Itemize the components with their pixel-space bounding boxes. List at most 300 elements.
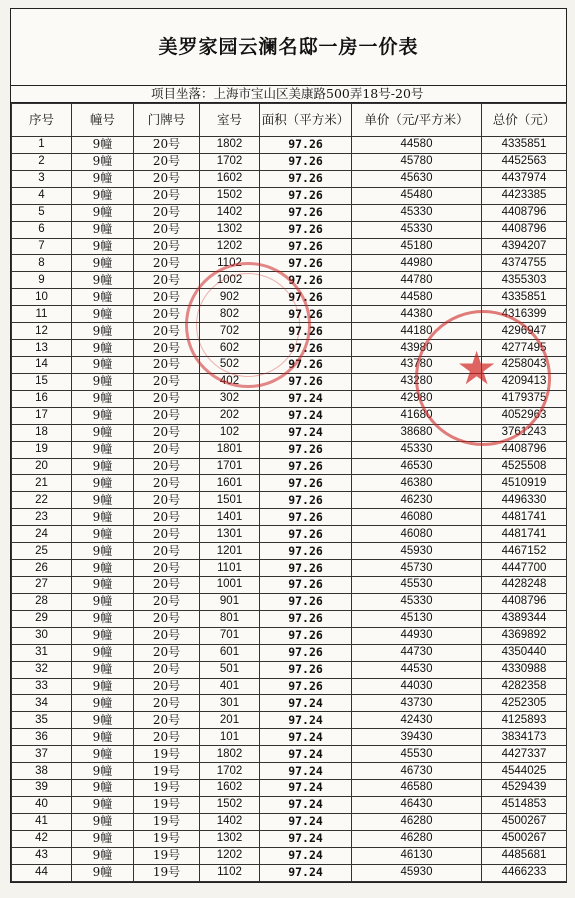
cell-building: 9幢 [72,458,134,475]
cell-building: 9幢 [72,255,134,272]
cell-building: 9幢 [72,593,134,610]
table-row [12,627,567,644]
table-row [12,492,567,509]
cell-unit-price: 43280 [352,373,482,390]
table-row [12,847,567,864]
cell-building: 9幢 [72,763,134,780]
cell-building: 9幢 [72,492,134,509]
cell-area: 97.26 [260,661,352,678]
cell-total-price: 4481741 [482,526,567,543]
cell-door-number: 20号 [134,543,200,560]
cell-seq: 5 [12,204,72,221]
cell-room: 1302 [200,830,260,847]
cell-area: 97.26 [260,678,352,695]
cell-total-price: 3834173 [482,729,567,746]
cell-total-price: 4277495 [482,340,567,357]
cell-door-number: 19号 [134,796,200,813]
cell-seq: 37 [12,746,72,763]
table-row [12,204,567,221]
table-row [12,441,567,458]
cell-seq: 35 [12,712,72,729]
table-row [12,644,567,661]
table-row [12,610,567,627]
cell-area: 97.24 [260,746,352,763]
cell-unit-price: 44580 [352,137,482,154]
cell-building: 9幢 [72,441,134,458]
cell-room: 1502 [200,187,260,204]
cell-door-number: 20号 [134,695,200,712]
cell-unit-price: 46530 [352,458,482,475]
table-row [12,255,567,272]
cell-building: 9幢 [72,204,134,221]
cell-area: 97.26 [260,323,352,340]
cell-total-price: 4427337 [482,746,567,763]
cell-unit-price: 42980 [352,390,482,407]
cell-room: 1602 [200,170,260,187]
cell-area: 97.26 [260,153,352,170]
cell-total-price: 4481741 [482,509,567,526]
cell-unit-price: 43780 [352,356,482,373]
cell-room: 1802 [200,137,260,154]
cell-total-price: 4437974 [482,170,567,187]
cell-seq: 26 [12,560,72,577]
cell-unit-price: 45330 [352,221,482,238]
cell-area: 97.24 [260,864,352,881]
header-door-number: 门牌号 [134,104,200,137]
cell-building: 9幢 [72,526,134,543]
table-row [12,306,567,323]
cell-area: 97.26 [260,272,352,289]
cell-room: 1601 [200,475,260,492]
table-row [12,475,567,492]
cell-total-price: 4500267 [482,830,567,847]
table-row [12,864,567,881]
cell-building: 9幢 [72,272,134,289]
cell-seq: 3 [12,170,72,187]
cell-building: 9幢 [72,356,134,373]
cell-door-number: 19号 [134,864,200,881]
cell-unit-price: 44980 [352,255,482,272]
cell-door-number: 20号 [134,627,200,644]
cell-total-price: 3761243 [482,424,567,441]
cell-unit-price: 45530 [352,576,482,593]
cell-unit-price: 44780 [352,272,482,289]
cell-seq: 31 [12,644,72,661]
table-row [12,560,567,577]
cell-building: 9幢 [72,187,134,204]
cell-door-number: 20号 [134,509,200,526]
cell-room: 1702 [200,153,260,170]
cell-unit-price: 44180 [352,323,482,340]
table-row [12,543,567,560]
cell-door-number: 20号 [134,204,200,221]
cell-door-number: 20号 [134,526,200,543]
cell-seq: 43 [12,847,72,864]
table-row [12,289,567,306]
price-table [11,103,567,882]
cell-unit-price: 45180 [352,238,482,255]
cell-door-number: 20号 [134,576,200,593]
cell-door-number: 20号 [134,153,200,170]
cell-building: 9幢 [72,796,134,813]
cell-room: 802 [200,306,260,323]
cell-total-price: 4179375 [482,390,567,407]
table-row [12,221,567,238]
cell-total-price: 4394207 [482,238,567,255]
table-row [12,712,567,729]
cell-door-number: 20号 [134,593,200,610]
document-title: 美罗家园云澜名邸一房一价表 [11,9,566,86]
cell-room: 1002 [200,272,260,289]
cell-room: 1702 [200,763,260,780]
cell-building: 9幢 [72,847,134,864]
cell-area: 97.26 [260,560,352,577]
cell-door-number: 20号 [134,407,200,424]
cell-door-number: 20号 [134,560,200,577]
header-unit-price: 单价（元/平方米） [352,104,482,137]
cell-total-price: 4452563 [482,153,567,170]
cell-seq: 18 [12,424,72,441]
cell-building: 9幢 [72,813,134,830]
cell-unit-price: 45330 [352,204,482,221]
cell-building: 9幢 [72,644,134,661]
cell-room: 1501 [200,492,260,509]
table-row [12,373,567,390]
cell-door-number: 20号 [134,373,200,390]
cell-room: 502 [200,356,260,373]
cell-unit-price: 44580 [352,289,482,306]
cell-room: 701 [200,627,260,644]
cell-total-price: 4369892 [482,627,567,644]
cell-door-number: 20号 [134,644,200,661]
cell-total-price: 4052963 [482,407,567,424]
cell-total-price: 4330988 [482,661,567,678]
cell-area: 97.26 [260,356,352,373]
cell-unit-price: 45130 [352,610,482,627]
cell-unit-price: 46430 [352,796,482,813]
cell-total-price: 4355303 [482,272,567,289]
cell-unit-price: 44530 [352,661,482,678]
cell-area: 97.26 [260,593,352,610]
cell-seq: 38 [12,763,72,780]
cell-seq: 16 [12,390,72,407]
cell-unit-price: 42430 [352,712,482,729]
table-row [12,746,567,763]
cell-building: 9幢 [72,289,134,306]
cell-area: 97.26 [260,204,352,221]
cell-seq: 27 [12,576,72,593]
cell-area: 97.26 [260,509,352,526]
header-room: 室号 [200,104,260,137]
cell-door-number: 20号 [134,492,200,509]
cell-unit-price: 46280 [352,813,482,830]
cell-room: 1701 [200,458,260,475]
cell-area: 97.24 [260,763,352,780]
cell-room: 1102 [200,864,260,881]
table-row [12,796,567,813]
cell-building: 9幢 [72,390,134,407]
cell-seq: 39 [12,780,72,797]
cell-door-number: 19号 [134,746,200,763]
cell-room: 1602 [200,780,260,797]
cell-room: 1802 [200,746,260,763]
cell-area: 97.26 [260,340,352,357]
cell-building: 9幢 [72,695,134,712]
table-row [12,390,567,407]
cell-door-number: 20号 [134,390,200,407]
cell-room: 1202 [200,238,260,255]
cell-door-number: 19号 [134,847,200,864]
cell-building: 9幢 [72,373,134,390]
cell-unit-price: 45930 [352,543,482,560]
cell-unit-price: 44730 [352,644,482,661]
table-row [12,593,567,610]
cell-area: 97.26 [260,373,352,390]
cell-door-number: 20号 [134,238,200,255]
cell-unit-price: 46080 [352,509,482,526]
price-list-document [10,8,567,883]
cell-room: 801 [200,610,260,627]
table-row [12,509,567,526]
cell-room: 702 [200,323,260,340]
cell-seq: 1 [12,137,72,154]
cell-seq: 20 [12,458,72,475]
cell-seq: 23 [12,509,72,526]
cell-room: 602 [200,340,260,357]
cell-total-price: 4500267 [482,813,567,830]
cell-total-price: 4389344 [482,610,567,627]
cell-room: 401 [200,678,260,695]
table-row [12,153,567,170]
table-header-row [12,104,567,137]
cell-total-price: 4514853 [482,796,567,813]
cell-seq: 32 [12,661,72,678]
cell-area: 97.26 [260,170,352,187]
cell-door-number: 20号 [134,424,200,441]
header-seq: 序号 [12,104,72,137]
cell-area: 97.26 [260,289,352,306]
cell-unit-price: 43980 [352,340,482,357]
cell-room: 1401 [200,509,260,526]
cell-total-price: 4350440 [482,644,567,661]
cell-total-price: 4252305 [482,695,567,712]
cell-total-price: 4544025 [482,763,567,780]
cell-building: 9幢 [72,746,134,763]
cell-unit-price: 45930 [352,864,482,881]
cell-unit-price: 44380 [352,306,482,323]
cell-seq: 42 [12,830,72,847]
cell-unit-price: 46280 [352,830,482,847]
cell-room: 601 [200,644,260,661]
cell-seq: 4 [12,187,72,204]
cell-area: 97.24 [260,847,352,864]
table-row [12,830,567,847]
cell-room: 102 [200,424,260,441]
cell-door-number: 20号 [134,221,200,238]
cell-seq: 30 [12,627,72,644]
cell-seq: 36 [12,729,72,746]
cell-area: 97.26 [260,441,352,458]
table-row [12,187,567,204]
cell-area: 97.24 [260,390,352,407]
cell-building: 9幢 [72,170,134,187]
cell-unit-price: 46730 [352,763,482,780]
cell-seq: 25 [12,543,72,560]
cell-seq: 40 [12,796,72,813]
cell-area: 97.26 [260,306,352,323]
table-row [12,323,567,340]
cell-area: 97.26 [260,137,352,154]
cell-room: 901 [200,593,260,610]
cell-building: 9幢 [72,627,134,644]
cell-building: 9幢 [72,238,134,255]
cell-area: 97.24 [260,695,352,712]
cell-total-price: 4316399 [482,306,567,323]
cell-total-price: 4258043 [482,356,567,373]
cell-unit-price: 44930 [352,627,482,644]
table-row [12,356,567,373]
cell-unit-price: 45630 [352,170,482,187]
cell-room: 501 [200,661,260,678]
cell-door-number: 19号 [134,763,200,780]
cell-room: 302 [200,390,260,407]
cell-building: 9幢 [72,780,134,797]
cell-area: 97.24 [260,712,352,729]
cell-door-number: 20号 [134,187,200,204]
cell-unit-price: 46230 [352,492,482,509]
cell-area: 97.26 [260,610,352,627]
table-row [12,458,567,475]
cell-building: 9幢 [72,830,134,847]
table-row [12,576,567,593]
cell-door-number: 19号 [134,830,200,847]
cell-building: 9幢 [72,729,134,746]
cell-room: 1102 [200,255,260,272]
table-row [12,678,567,695]
cell-area: 97.26 [260,627,352,644]
cell-door-number: 20号 [134,661,200,678]
cell-total-price: 4209413 [482,373,567,390]
cell-building: 9幢 [72,475,134,492]
table-row [12,407,567,424]
cell-area: 97.26 [260,543,352,560]
cell-building: 9幢 [72,509,134,526]
cell-door-number: 20号 [134,441,200,458]
cell-area: 97.26 [260,644,352,661]
cell-room: 202 [200,407,260,424]
cell-area: 97.24 [260,424,352,441]
cell-area: 97.26 [260,255,352,272]
cell-total-price: 4296947 [482,323,567,340]
cell-total-price: 4510919 [482,475,567,492]
cell-door-number: 20号 [134,458,200,475]
cell-unit-price: 45780 [352,153,482,170]
cell-total-price: 4125893 [482,712,567,729]
cell-building: 9幢 [72,340,134,357]
cell-seq: 44 [12,864,72,881]
cell-total-price: 4496330 [482,492,567,509]
cell-seq: 8 [12,255,72,272]
cell-room: 1202 [200,847,260,864]
table-row [12,238,567,255]
cell-room: 1402 [200,204,260,221]
cell-building: 9幢 [72,678,134,695]
cell-unit-price: 46080 [352,526,482,543]
cell-total-price: 4529439 [482,780,567,797]
cell-total-price: 4485681 [482,847,567,864]
cell-room: 1201 [200,543,260,560]
cell-total-price: 4408796 [482,441,567,458]
cell-seq: 10 [12,289,72,306]
cell-door-number: 20号 [134,610,200,627]
header-building: 幢号 [72,104,134,137]
cell-area: 97.26 [260,576,352,593]
cell-area: 97.26 [260,187,352,204]
table-row [12,813,567,830]
table-row [12,424,567,441]
cell-room: 902 [200,289,260,306]
cell-door-number: 20号 [134,272,200,289]
cell-building: 9幢 [72,712,134,729]
cell-seq: 12 [12,323,72,340]
cell-building: 9幢 [72,576,134,593]
cell-area: 97.26 [260,458,352,475]
cell-unit-price: 44030 [352,678,482,695]
cell-building: 9幢 [72,407,134,424]
cell-door-number: 20号 [134,729,200,746]
cell-seq: 15 [12,373,72,390]
cell-room: 1502 [200,796,260,813]
cell-seq: 34 [12,695,72,712]
cell-door-number: 20号 [134,255,200,272]
table-row [12,526,567,543]
cell-door-number: 20号 [134,170,200,187]
cell-seq: 22 [12,492,72,509]
cell-total-price: 4466233 [482,864,567,881]
cell-door-number: 19号 [134,780,200,797]
table-row [12,729,567,746]
cell-building: 9幢 [72,306,134,323]
cell-room: 1402 [200,813,260,830]
cell-room: 1001 [200,576,260,593]
cell-building: 9幢 [72,153,134,170]
cell-building: 9幢 [72,661,134,678]
cell-area: 97.24 [260,780,352,797]
cell-door-number: 20号 [134,712,200,729]
star-icon: ★ [456,341,498,395]
cell-door-number: 20号 [134,306,200,323]
cell-seq: 41 [12,813,72,830]
cell-seq: 29 [12,610,72,627]
cell-area: 97.24 [260,407,352,424]
header-total-price: 总价（元） [482,104,567,137]
cell-door-number: 20号 [134,137,200,154]
cell-room: 101 [200,729,260,746]
cell-seq: 33 [12,678,72,695]
table-row [12,763,567,780]
cell-building: 9幢 [72,221,134,238]
cell-area: 97.26 [260,492,352,509]
cell-unit-price: 46380 [352,475,482,492]
cell-seq: 2 [12,153,72,170]
cell-total-price: 4282358 [482,678,567,695]
cell-area: 97.26 [260,526,352,543]
table-row [12,272,567,289]
cell-door-number: 20号 [134,678,200,695]
cell-room: 201 [200,712,260,729]
cell-seq: 21 [12,475,72,492]
cell-area: 97.26 [260,238,352,255]
